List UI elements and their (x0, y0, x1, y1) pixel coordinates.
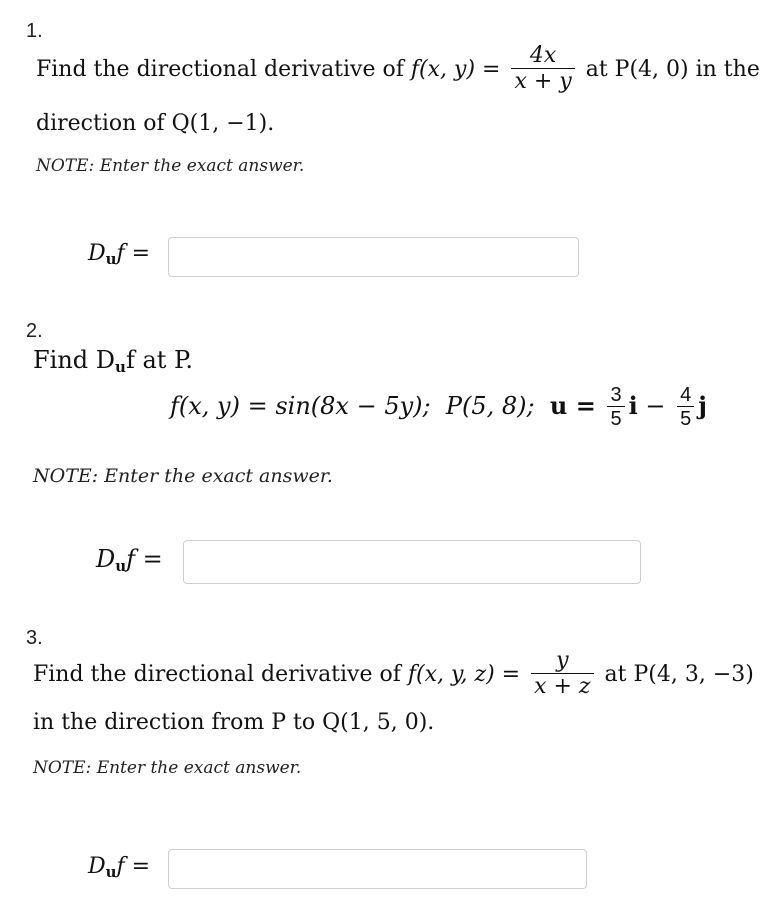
fraction-2 (677, 384, 694, 431)
problem-number: 1. (26, 20, 43, 42)
note-text: NOTE: Enter the exact answer. (33, 758, 302, 778)
fraction-numerator: 4x (529, 43, 557, 68)
answer-input-1[interactable] (168, 237, 579, 277)
label-tail: f = (116, 854, 151, 879)
statement-text-suffix: at P(4, 3, −3) (604, 661, 754, 687)
unit-vector-i: i (628, 391, 638, 420)
label-tail: f = (116, 241, 151, 266)
u-vector-label: u = (549, 391, 596, 420)
fraction-denominator: 5 (677, 406, 694, 431)
function-expression: f(x, y, z) = (407, 661, 521, 687)
fraction-numerator: 3 (610, 384, 622, 406)
problem-statement-line1 (33, 649, 754, 701)
problem-number: 2. (26, 320, 43, 342)
label-d: D (88, 854, 106, 879)
label-sub: u (105, 250, 117, 268)
statement-text: Find D (33, 346, 116, 374)
unit-vector-j: j (698, 391, 707, 420)
fraction-numerator: y (556, 648, 569, 673)
answer-label (96, 545, 163, 575)
answer-input-2[interactable] (183, 540, 641, 584)
note-text: NOTE: Enter the exact answer. (36, 156, 305, 176)
note-text: NOTE: Enter the exact answer. (33, 465, 333, 487)
answer-label (88, 241, 150, 268)
answer-label (88, 854, 150, 881)
problem-number: 3. (26, 627, 43, 649)
fraction-denominator: x + y (511, 68, 574, 95)
fraction (511, 44, 574, 96)
problem-statement-line2: direction of Q(1, −1). (36, 111, 275, 136)
function-expression: f(x, y) = sin(8x − 5y); (170, 392, 431, 420)
problem-equation (170, 384, 707, 431)
label-d: D (88, 241, 106, 266)
label-d: D (96, 545, 116, 573)
statement-text: Find the directional derivative of (36, 56, 411, 82)
statement-tail: f at P. (125, 346, 193, 374)
problem-statement-line1 (36, 44, 760, 96)
fraction (531, 649, 593, 701)
answer-input-3[interactable] (168, 849, 587, 889)
fraction-denominator: x + z (531, 673, 593, 700)
problem-statement-line2: in the direction from P to Q(1, 5, 0). (33, 710, 435, 735)
statement-text: Find the directional derivative of (33, 661, 408, 687)
point-expression: P(5, 8); (445, 392, 535, 420)
fraction-numerator: 4 (680, 384, 692, 406)
label-sub: u (105, 863, 117, 881)
statement-text-suffix: at P(4, 0) in the (585, 56, 760, 82)
function-expression: f(x, y) = (410, 56, 501, 82)
label-tail: f = (126, 545, 163, 573)
statement-sub: u (115, 358, 126, 376)
fraction-denominator: 5 (607, 406, 624, 431)
label-sub: u (115, 557, 127, 575)
minus-sign: − (645, 392, 666, 420)
fraction-1 (607, 384, 624, 431)
problem-statement-line1 (33, 346, 193, 376)
